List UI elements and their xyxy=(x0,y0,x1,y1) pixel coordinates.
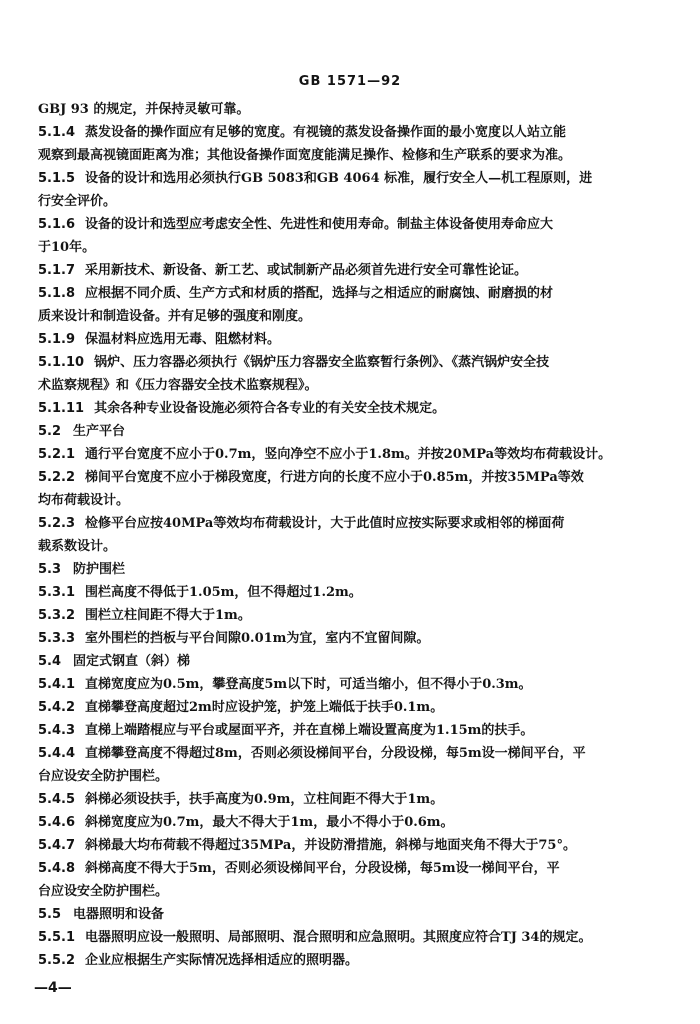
clause-number: 5.5 xyxy=(38,907,62,922)
text-line xyxy=(38,673,660,696)
clause-text: 围栏立柱间距不得大于1m。 xyxy=(85,608,251,623)
text-line xyxy=(38,880,660,903)
clause-text: 电器照明应设一般照明、局部照明、混合照明和应急照明。其照度应符合TJ 34的规定。 xyxy=(85,930,592,945)
clause-text: 应根据不同介质、生产方式和材质的搭配，选择与之相适应的耐腐蚀、耐磨损的材 xyxy=(85,286,554,301)
text-line xyxy=(38,558,660,581)
text-line xyxy=(38,443,660,466)
text-line xyxy=(38,581,660,604)
clause-number: 5.3.3 xyxy=(38,631,76,646)
clause-text: 直梯攀登高度不得超过8m，否则必须设梯间平台，分段设梯，每5m设一梯间平台，平 xyxy=(85,746,586,761)
text-line xyxy=(38,121,660,144)
clause-number: 5.1.7 xyxy=(38,263,76,278)
clause-text: 防护围栏 xyxy=(73,562,126,577)
text-line xyxy=(38,650,660,673)
text-line xyxy=(38,926,660,949)
text-line xyxy=(38,489,660,512)
clause-text: 斜梯必须设扶手，扶手高度为0.9m，立柱间距不得大于1m。 xyxy=(85,792,444,807)
text-line xyxy=(38,811,660,834)
text-line xyxy=(38,466,660,489)
clause-text: 术监察规程》和《压力容器安全技术监察规程》。 xyxy=(38,378,318,393)
text-line xyxy=(38,788,660,811)
text-line xyxy=(38,696,660,719)
clause-text: 台应设安全防护围栏。 xyxy=(38,769,169,784)
text-line xyxy=(38,397,660,420)
clause-number: 5.4.1 xyxy=(38,677,76,692)
clause-text: 直梯上端踏棍应与平台或屋面平齐，并在直梯上端设置高度为1.15m的扶手。 xyxy=(85,723,534,738)
clause-number: 5.1.8 xyxy=(38,286,76,301)
text-line xyxy=(38,903,660,926)
text-line xyxy=(38,420,660,443)
clause-number: 5.4.4 xyxy=(38,746,76,761)
clause-text: 观察到最高视镜面距离为准；其他设备操作面宽度能满足操作、检修和生产联系的要求为准。 xyxy=(38,148,572,163)
clause-number: 5.1.4 xyxy=(38,125,76,140)
text-line xyxy=(38,742,660,765)
clause-number: 5.4.8 xyxy=(38,861,76,876)
clause-text: 围栏高度不得低于1.05m，但不得超过1.2m。 xyxy=(85,585,362,600)
text-line xyxy=(38,167,660,190)
clause-text: 检修平台应按40MPa等效均布荷载设计，大于此值时应按实际要求或相邻的梯面荷 xyxy=(85,516,565,531)
clause-text: 设备的设计和选型应考虑安全性、先进性和使用寿命。制盐主体设备使用寿命应大 xyxy=(85,217,554,232)
text-line xyxy=(38,213,660,236)
clause-text: 生产平台 xyxy=(73,424,126,439)
clause-number: 5.4.3 xyxy=(38,723,76,738)
clause-text: 直梯宽度应为0.5m，攀登高度5m以下时，可适当缩小，但不得小于0.3m。 xyxy=(85,677,532,692)
clause-text: 电器照明和设备 xyxy=(73,907,165,922)
text-line xyxy=(38,627,660,650)
clause-text: 载系数设计。 xyxy=(38,539,117,554)
clause-text: 行安全评价。 xyxy=(38,194,117,209)
clause-text: 设备的设计和选用必须执行GB 5083和GB 4064 标准，履行安全人—机工程原则，进 xyxy=(85,171,593,186)
clause-text: 室外围栏的挡板与平台间隙0.01m为宜，室内不宜留间隙。 xyxy=(85,631,430,646)
clause-number: 5.1.6 xyxy=(38,217,76,232)
clause-text: 锅炉、压力容器必须执行《锅炉压力容器安全监察暂行条例》、《蒸汽锅炉安全技 xyxy=(94,355,550,370)
clause-number: 5.5.2 xyxy=(38,953,76,968)
clause-text: 均布荷载设计。 xyxy=(38,493,130,508)
clause-text: 固定式钢直（斜）梯 xyxy=(73,654,191,669)
text-line xyxy=(38,351,660,374)
clause-text: 通行平台宽度不应小于0.7m，竖向净空不应小于1.8m。并按20MPa等效均布荷载设计。 xyxy=(85,447,612,462)
text-line xyxy=(38,328,660,351)
text-line xyxy=(38,98,660,121)
page-number: —4— xyxy=(34,980,72,996)
text-line xyxy=(38,190,660,213)
text-line xyxy=(38,604,660,627)
clause-number: 5.2 xyxy=(38,424,62,439)
clause-text: 直梯攀登高度超过2m时应设护笼，护笼上端低于扶手0.1m。 xyxy=(85,700,444,715)
clause-number: 5.2.1 xyxy=(38,447,76,462)
clause-number: 5.3.2 xyxy=(38,608,76,623)
clause-text: 斜梯宽度应为0.7m，最大不得大于1m，最小不得小于0.6m。 xyxy=(85,815,454,830)
text-line xyxy=(38,259,660,282)
clause-number: 5.4.2 xyxy=(38,700,76,715)
document-body xyxy=(38,98,660,972)
text-line xyxy=(38,949,660,972)
clause-number: 5.2.2 xyxy=(38,470,76,485)
clause-number: 5.3.1 xyxy=(38,585,76,600)
clause-number: 5.1.9 xyxy=(38,332,76,347)
clause-number: 5.4 xyxy=(38,654,62,669)
text-line xyxy=(38,236,660,259)
clause-number: 5.4.5 xyxy=(38,792,76,807)
clause-number: 5.5.1 xyxy=(38,930,76,945)
clause-number: 5.1.5 xyxy=(38,171,76,186)
clause-text: 保温材料应选用无毒、阻燃材料。 xyxy=(85,332,281,347)
clause-text: 采用新技术、新设备、新工艺、或试制新产品必须首先进行安全可靠性论证。 xyxy=(85,263,528,278)
clause-text: 台应设安全防护围栏。 xyxy=(38,884,169,899)
text-line xyxy=(38,765,660,788)
clause-text: 质来设计和制造设备。并有足够的强度和刚度。 xyxy=(38,309,312,324)
clause-text: 斜梯高度不得大于5m，否则必须设梯间平台，分段设梯，每5m设一梯间平台，平 xyxy=(85,861,560,876)
text-line xyxy=(38,535,660,558)
clause-text: 斜梯最大均布荷载不得超过35MPa，并设防滑措施，斜梯与地面夹角不得大于75°。 xyxy=(85,838,576,853)
clause-text: 其余各种专业设备设施必须符合各专业的有关安全技术规定。 xyxy=(94,401,446,416)
clause-text: 梯间平台宽度不应小于梯段宽度，行进方向的长度不应小于0.85m，并按35MPa等效 xyxy=(85,470,584,485)
text-line xyxy=(38,512,660,535)
text-line xyxy=(38,374,660,397)
text-line xyxy=(38,144,660,167)
clause-number: 5.4.7 xyxy=(38,838,76,853)
clause-number: 5.3 xyxy=(38,562,62,577)
clause-number: 5.1.11 xyxy=(38,401,85,416)
clause-text: 于10年。 xyxy=(38,240,96,255)
text-line xyxy=(38,305,660,328)
text-line xyxy=(38,719,660,742)
page-header: GB 1571—92 xyxy=(298,74,402,89)
clause-number: 5.1.10 xyxy=(38,355,85,370)
clause-text: 企业应根据生产实际情况选择相适应的照明器。 xyxy=(85,953,359,968)
text-line xyxy=(38,282,660,305)
clause-text: 蒸发设备的操作面应有足够的宽度。有视镜的蒸发设备操作面的最小宽度以人站立能 xyxy=(85,125,567,140)
text-line xyxy=(38,857,660,880)
text-line xyxy=(38,834,660,857)
clause-number: 5.4.6 xyxy=(38,815,76,830)
clause-number: 5.2.3 xyxy=(38,516,76,531)
clause-text: GBJ 93 的规定，并保持灵敏可靠。 xyxy=(38,102,250,117)
